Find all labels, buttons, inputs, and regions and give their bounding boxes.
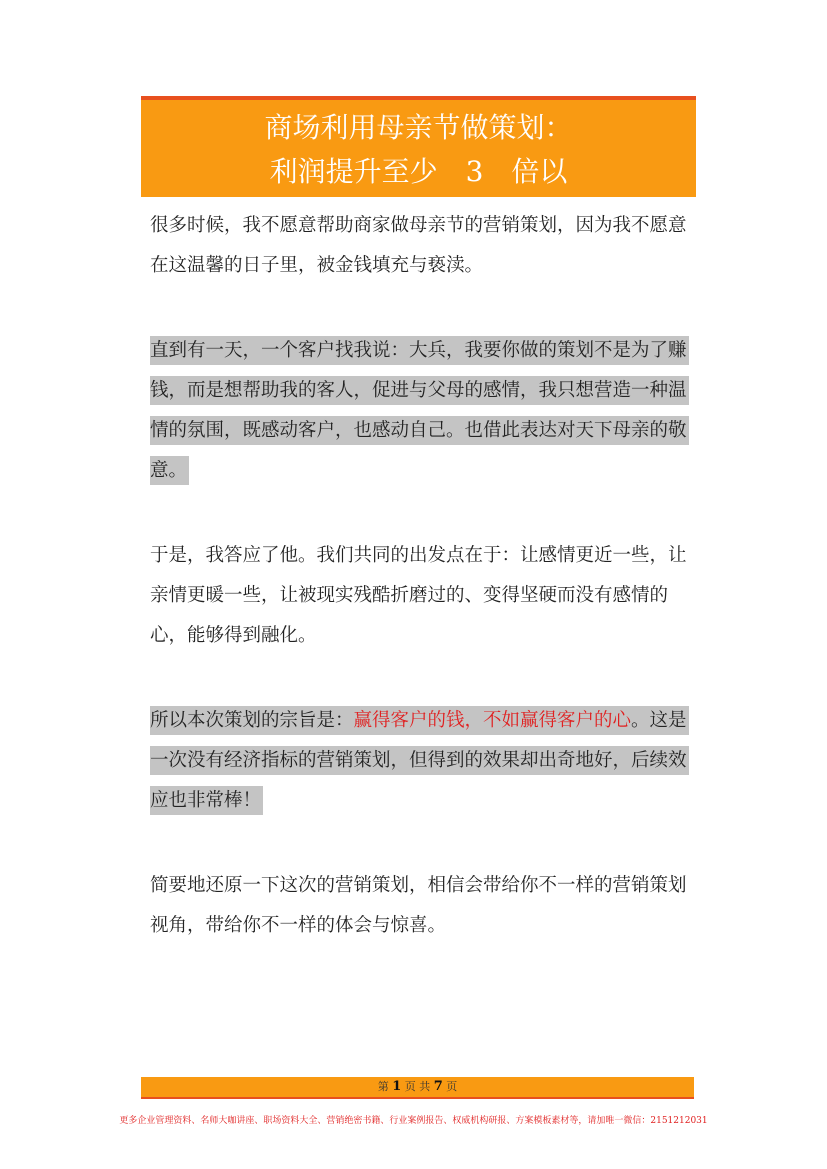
paragraph-3: 于是，我答应了他。我们共同的出发点在于：让感情更近一些，让亲情更暖一些，让被现实残酷折磨过的、变得坚硬而没有感情的心，能够得到融化。 xyxy=(150,545,687,646)
title-line-2: 利润提升至少 3 倍以 xyxy=(269,155,568,188)
title-line-1: 商场利用母亲节做策划： xyxy=(264,111,573,144)
footer-prefix: 第 xyxy=(377,1080,389,1093)
footer-middle: 页 共 xyxy=(404,1080,431,1093)
footer-total-pages: 7 xyxy=(433,1079,443,1094)
bottom-advertisement: 更多企业管理资料、名师大咖讲座、职场资料大全、营销绝密书籍、行业案例报告、权威机构研报、方案模板素材等，请加唯一微信：2151212031 xyxy=(119,1116,708,1126)
paragraph-2 xyxy=(150,331,690,491)
document-title xyxy=(141,96,696,197)
paragraph-1: 很多时候，我不愿意帮助商家做母亲节的营销策划，因为我不愿意在这温馨的日子里，被金钱填充与亵渎。 xyxy=(150,215,687,276)
paragraph-4-start: 所以本次策划的宗旨是： xyxy=(150,710,354,731)
footer-suffix: 页 xyxy=(446,1080,458,1093)
paragraph-4-emphasis: 赢得客户的钱，不如赢得客户的心 xyxy=(353,710,632,731)
paragraph-4-end: 。这是一次没有经济指标的营销策划，但得到的效果却出奇地好，后续效应也非常棒！ xyxy=(150,710,687,811)
page-footer xyxy=(141,1077,694,1099)
paragraph-4 xyxy=(150,701,690,821)
document-body xyxy=(150,206,690,991)
paragraph-4-text xyxy=(150,706,689,815)
paragraph-2-text: 直到有一天，一个客户找我说：大兵，我要你做的策划不是为了赚钱，而是想帮助我的客人，促进与父母的感情，我只想营造一种温情的氛围，既感动客户，也感动自己。也借此表达对天下母亲的敬意。 xyxy=(150,336,689,485)
paragraph-5: 简要地还原一下这次的营销策划，相信会带给你不一样的营销策划视角，带给你不一样的体会与惊喜。 xyxy=(150,875,687,936)
footer-page-number: 1 xyxy=(392,1079,402,1094)
